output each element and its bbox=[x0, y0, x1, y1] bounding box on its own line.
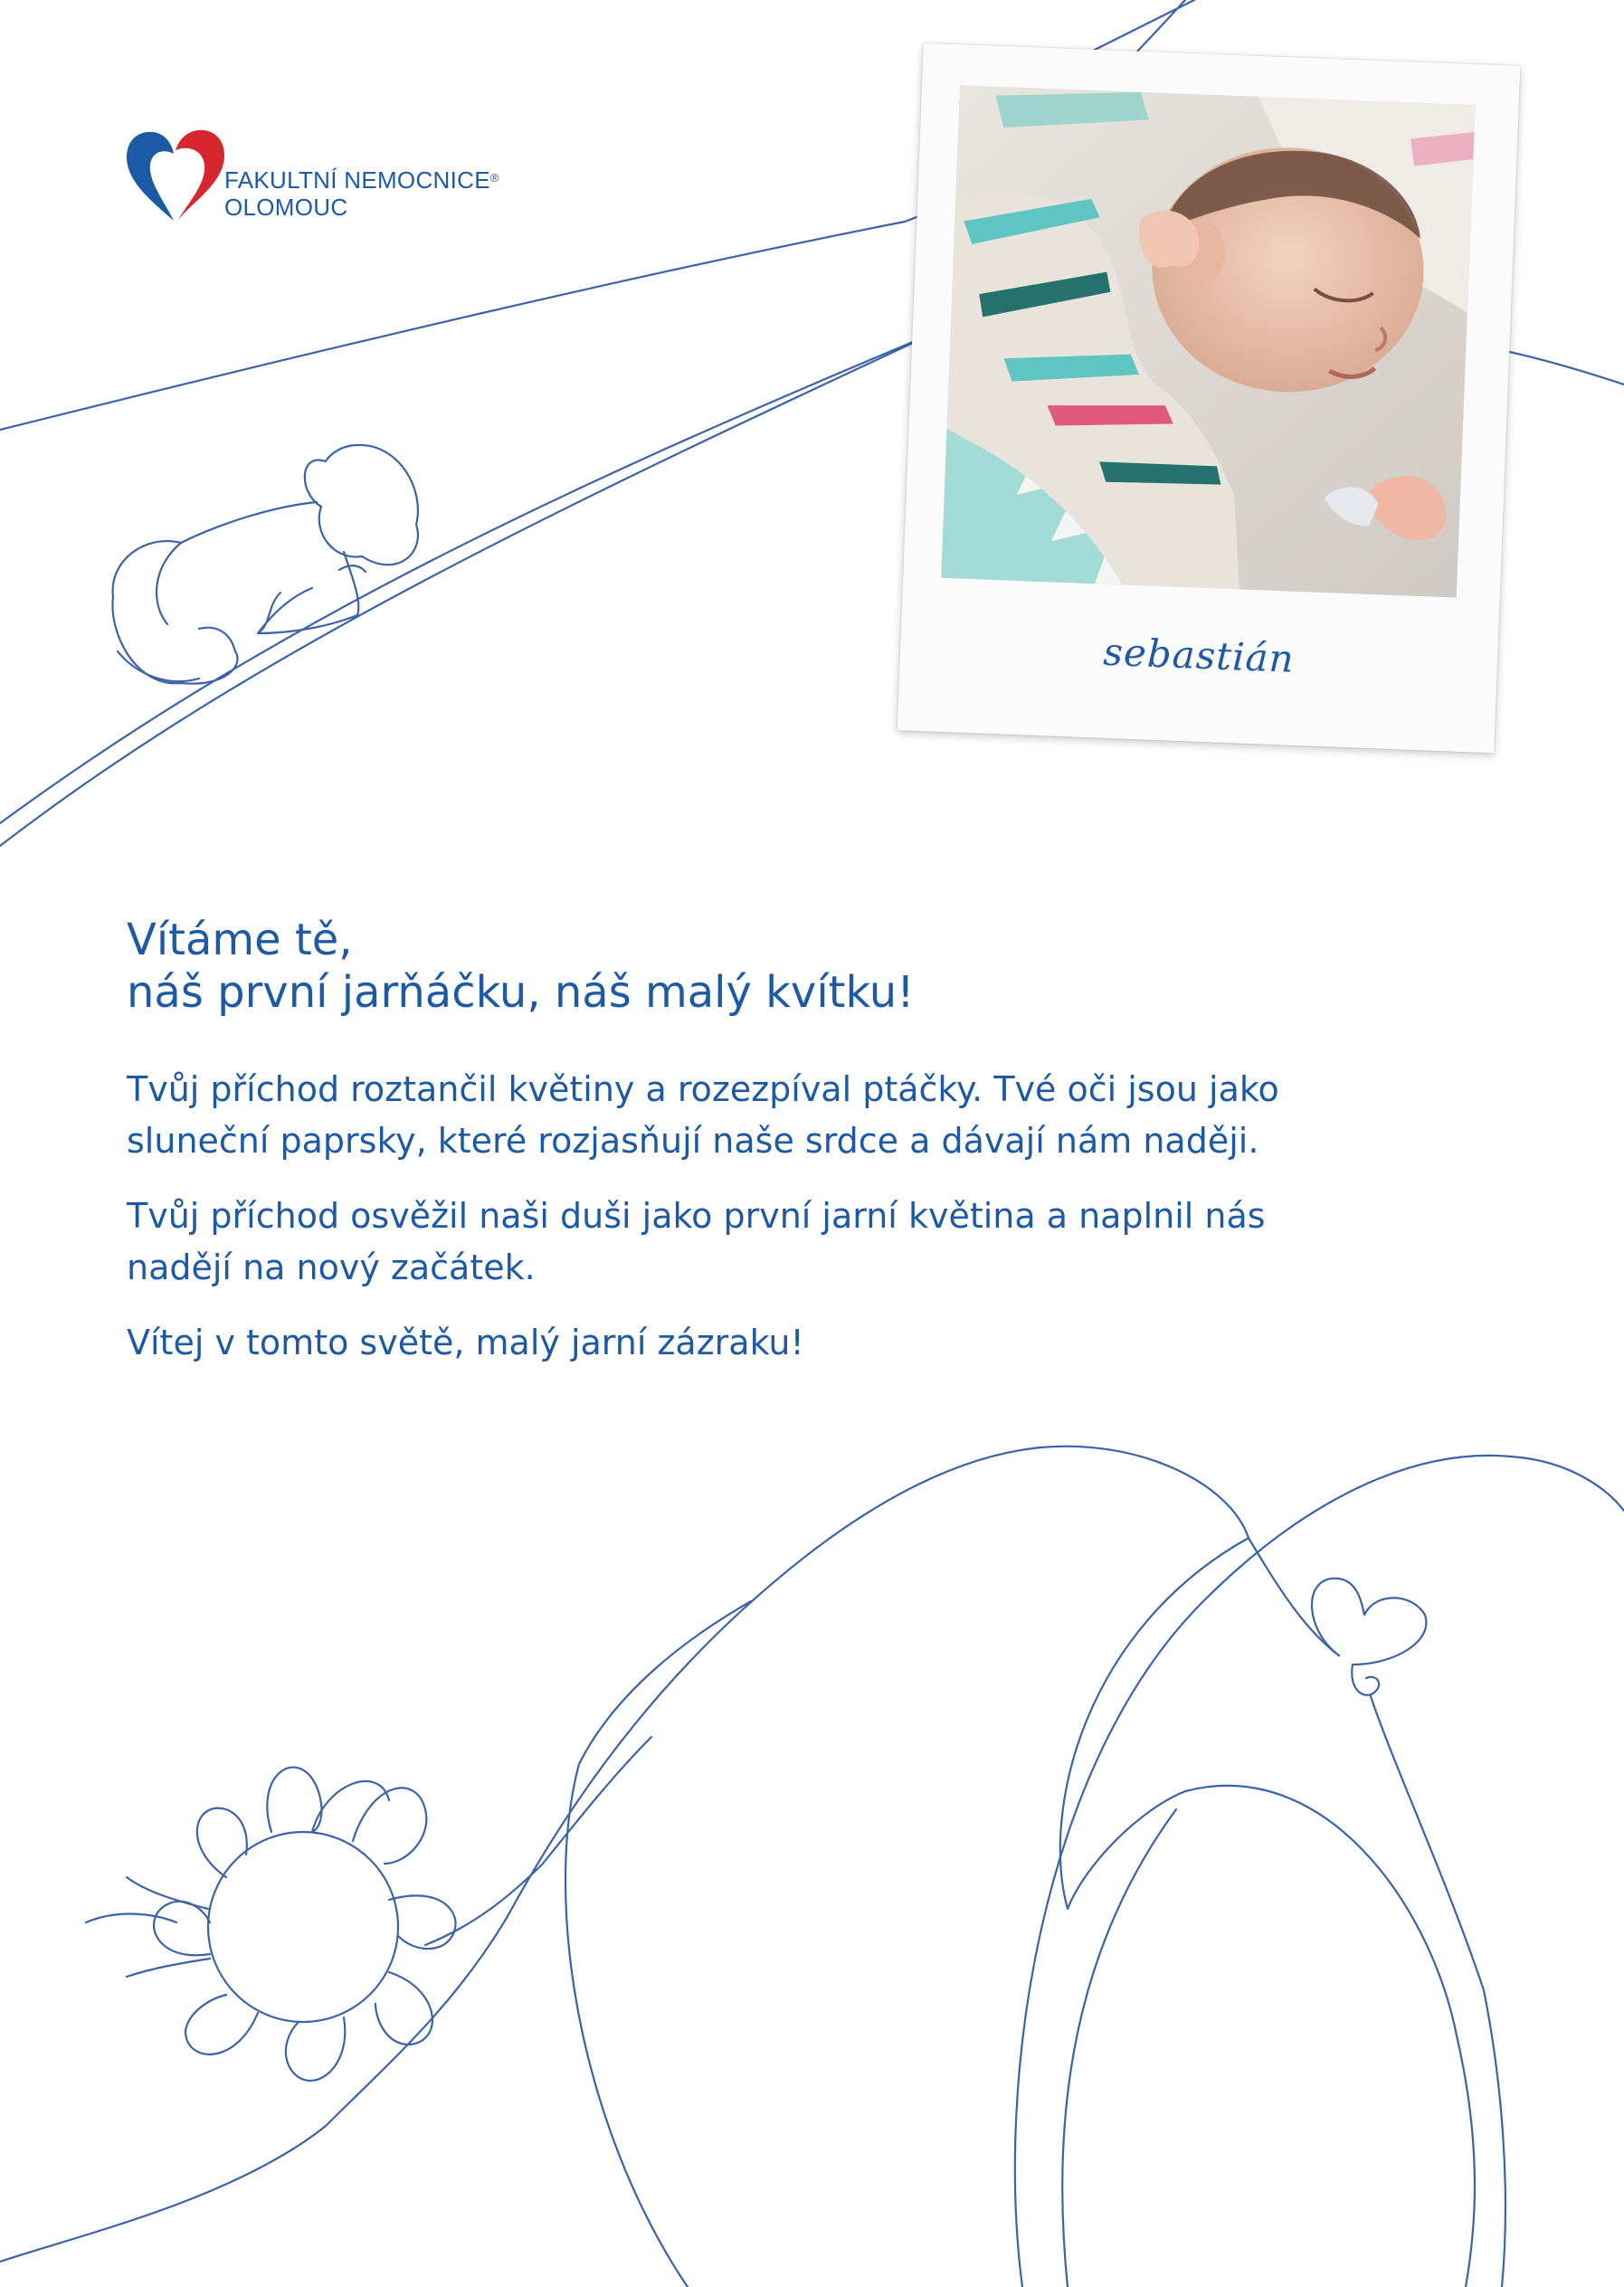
title-line-2: náš první jarňáčku, náš malý kvítku! bbox=[127, 967, 915, 1018]
heart-logo-icon bbox=[123, 127, 230, 226]
paragraph-1 bbox=[127, 1064, 1484, 1167]
paragraph-1-line-1: Tvůj příchod roztančil květiny a rozezpíval ptáčky. Tvé oči jsou jako bbox=[127, 1069, 1279, 1109]
heart-balloon-line-drawing-icon bbox=[1249, 1538, 1505, 2287]
baby-line-drawing-icon bbox=[112, 445, 417, 684]
logo-wordmark bbox=[224, 166, 499, 221]
top-sweep-line-2 bbox=[0, 326, 950, 846]
paragraph-2 bbox=[127, 1191, 1484, 1294]
logo-line-1: FAKULTNÍ NEMOCNICE bbox=[224, 166, 490, 194]
heart-arc-curve bbox=[1015, 1456, 1624, 2287]
registered-mark: ® bbox=[489, 171, 499, 185]
polaroid-frame bbox=[897, 43, 1521, 754]
greeting-body bbox=[127, 1064, 1484, 1392]
greeting-title bbox=[127, 914, 1484, 1019]
top-sweep-line-3 bbox=[0, 330, 941, 823]
photo-caption: sebastián bbox=[1102, 629, 1296, 681]
hospital-logo bbox=[123, 127, 503, 226]
newborn-baby-photo bbox=[941, 85, 1476, 597]
paragraph-3 bbox=[127, 1317, 1484, 1369]
right-sweep-line bbox=[1493, 348, 1624, 384]
paragraph-2-line-2: nadějí na nový začátek. bbox=[127, 1248, 536, 1287]
paragraph-2-line-1: Tvůj příchod osvěžil naši duši jako první jarní květina a naplnil nás bbox=[127, 1196, 1266, 1236]
logo-line-2: OLOMOUC bbox=[224, 194, 348, 221]
baby-photo-illustration bbox=[941, 85, 1476, 597]
inner-arc-curve bbox=[1062, 1809, 1176, 2287]
top-sweep-line-4 bbox=[1086, 0, 1194, 54]
paragraph-3-line-1: Vítej v tomto světě, malý jarní zázraku! bbox=[127, 1323, 804, 1362]
paragraph-1-line-2: sluneční paprsky, které rozjasňují naše srdce a dávají nám naději. bbox=[127, 1121, 1259, 1161]
bottom-swoosh-line bbox=[0, 1447, 1475, 2287]
bottom-long-curve bbox=[565, 1601, 751, 2287]
title-line-1: Vítáme tě, bbox=[127, 915, 353, 965]
